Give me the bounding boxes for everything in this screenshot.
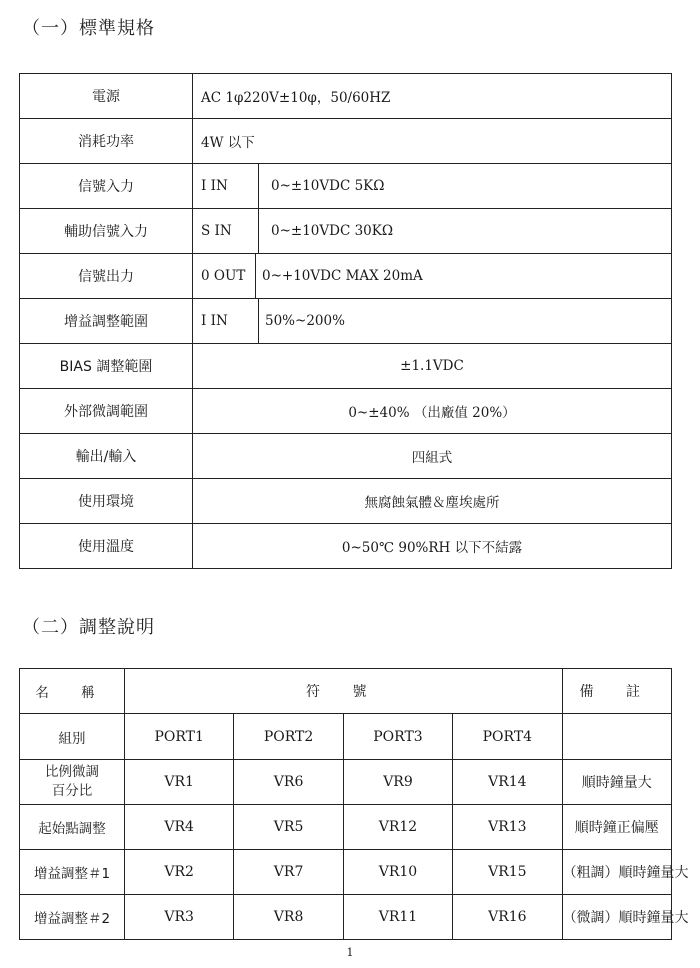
adjust-header-row bbox=[20, 669, 672, 714]
spec-label: 消耗功率 bbox=[20, 119, 193, 164]
spec-row-ext-fine bbox=[20, 389, 672, 434]
vr-cell: VR10 bbox=[343, 850, 452, 895]
row-name-line1: 比例微調 bbox=[45, 764, 99, 780]
page-number: 1 bbox=[346, 946, 354, 959]
header-symbol: 符 號 bbox=[125, 669, 563, 714]
table-row bbox=[20, 895, 672, 940]
vr-cell: VR2 bbox=[125, 850, 234, 895]
spec-label: 增益調整範圍 bbox=[20, 299, 193, 344]
section-heading-adjustment: （二）調整說明 bbox=[22, 617, 155, 638]
vr-cell: VR5 bbox=[234, 805, 343, 850]
vr-cell: VR1 bbox=[125, 760, 234, 805]
vr-cell: VR7 bbox=[234, 850, 343, 895]
spec-label: 信號入力 bbox=[20, 164, 193, 209]
vr-cell: VR13 bbox=[453, 805, 562, 850]
spec-code: I IN bbox=[193, 299, 259, 343]
vr-cell: VR11 bbox=[343, 895, 452, 940]
spec-value: 0~±10VDC 5KΩ bbox=[271, 178, 385, 194]
spec-value: 0~±10VDC 30KΩ bbox=[271, 223, 394, 239]
port-label: PORT2 bbox=[234, 714, 343, 760]
spec-row-power bbox=[20, 74, 672, 119]
spec-value: 0~±40% （出廠值 20%） bbox=[193, 389, 672, 434]
vr-cell: VR15 bbox=[453, 850, 562, 895]
row-name: 增益調整＃2 bbox=[20, 895, 125, 940]
vr-cell: VR6 bbox=[234, 760, 343, 805]
remark-cell: 順時鐘正偏壓 bbox=[562, 805, 671, 850]
spec-value: 0~50℃ 90%RH 以下不結露 bbox=[193, 524, 672, 569]
row-name-line2: 百分比 bbox=[51, 783, 93, 799]
remark-cell bbox=[562, 714, 671, 760]
table-row bbox=[20, 805, 672, 850]
remark-cell: （微調）順時鐘量大 bbox=[562, 895, 671, 940]
spec-value: 0~+10VDC MAX 20mA bbox=[262, 268, 423, 284]
spec-value-cell bbox=[193, 299, 672, 344]
spec-label: BIAS 調整範圍 bbox=[20, 344, 193, 389]
vr-cell: VR3 bbox=[125, 895, 234, 940]
vr-cell: VR12 bbox=[343, 805, 452, 850]
table-row bbox=[20, 850, 672, 895]
spec-table bbox=[19, 73, 672, 569]
spec-value-cell bbox=[193, 254, 672, 299]
remark-cell: 順時鐘量大 bbox=[562, 760, 671, 805]
row-name: 增益調整＃1 bbox=[20, 850, 125, 895]
spec-row-gain-range bbox=[20, 299, 672, 344]
spec-value: 四組式 bbox=[193, 434, 672, 479]
spec-code: 0 OUT bbox=[193, 254, 256, 298]
spec-label: 電源 bbox=[20, 74, 193, 119]
spec-value: 50%~200% bbox=[265, 313, 345, 329]
remark-cell: （粗調）順時鐘量大 bbox=[562, 850, 671, 895]
spec-value: 無腐蝕氣體＆塵埃處所 bbox=[193, 479, 672, 524]
spec-value: ±1.1VDC bbox=[193, 344, 672, 389]
spec-row-environment bbox=[20, 479, 672, 524]
spec-value-cell bbox=[193, 209, 672, 254]
section-heading-specs: （一）標準規格 bbox=[22, 18, 155, 39]
vr-cell: VR9 bbox=[343, 760, 452, 805]
spec-row-aux-signal-in bbox=[20, 209, 672, 254]
vr-cell: VR16 bbox=[453, 895, 562, 940]
spec-row-temperature bbox=[20, 524, 672, 569]
port-label: PORT3 bbox=[343, 714, 452, 760]
spec-label: 輔助信號入力 bbox=[20, 209, 193, 254]
row-name bbox=[20, 760, 125, 805]
spec-code: I IN bbox=[193, 164, 259, 208]
spec-label: 使用環境 bbox=[20, 479, 193, 524]
spec-label: 輸出/輸入 bbox=[20, 434, 193, 479]
group-label: 組別 bbox=[20, 714, 125, 760]
vr-cell: VR4 bbox=[125, 805, 234, 850]
header-name: 名 稱 bbox=[20, 669, 125, 714]
vr-cell: VR14 bbox=[453, 760, 562, 805]
spec-label: 使用溫度 bbox=[20, 524, 193, 569]
row-name: 起始點調整 bbox=[20, 805, 125, 850]
spec-value-cell bbox=[193, 164, 672, 209]
port-label: PORT1 bbox=[125, 714, 234, 760]
spec-label: 信號出力 bbox=[20, 254, 193, 299]
spec-row-io bbox=[20, 434, 672, 479]
header-remark: 備 註 bbox=[562, 669, 671, 714]
port-label: PORT4 bbox=[453, 714, 562, 760]
spec-label: 外部微調範圍 bbox=[20, 389, 193, 434]
spec-row-signal-in bbox=[20, 164, 672, 209]
table-row bbox=[20, 760, 672, 805]
spec-row-signal-out bbox=[20, 254, 672, 299]
adjust-group-row bbox=[20, 714, 672, 760]
spec-row-bias-range bbox=[20, 344, 672, 389]
adjustment-table bbox=[19, 668, 689, 940]
spec-value: 4W 以下 bbox=[193, 119, 672, 164]
spec-row-consumption bbox=[20, 119, 672, 164]
spec-value: AC 1φ220V±10φ，50/60HZ bbox=[193, 74, 672, 119]
spec-code: S IN bbox=[193, 209, 259, 253]
vr-cell: VR8 bbox=[234, 895, 343, 940]
